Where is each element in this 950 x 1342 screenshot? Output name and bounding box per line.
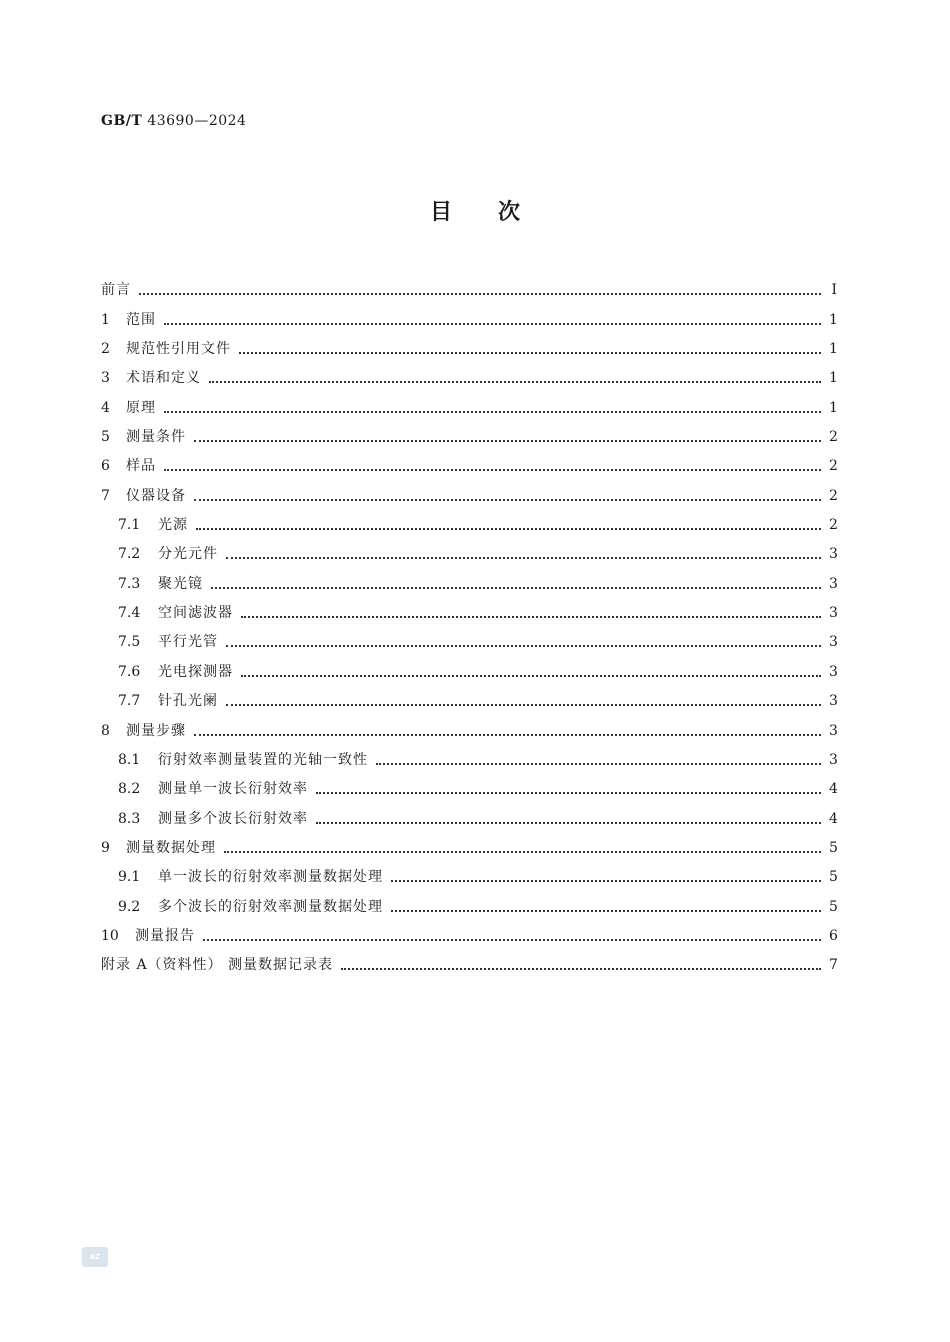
toc-entry[interactable] [101, 945, 837, 974]
toc-entry-page: 3 [829, 663, 838, 680]
toc-entry-page: 7 [829, 957, 838, 974]
toc-entry-page: 3 [829, 751, 838, 768]
toc-entry[interactable] [101, 828, 837, 857]
toc-entry-number: 7.7 [118, 693, 141, 710]
toc-dot-leader [209, 381, 821, 383]
toc-entry[interactable] [101, 886, 837, 915]
toc-entry-page: 5 [829, 869, 838, 886]
toc-entry-number: 1 [101, 311, 110, 328]
toc-entry-page: 3 [829, 575, 838, 592]
toc-entry-page: 1 [829, 399, 838, 416]
toc-entry-label: 术语和定义 [126, 370, 201, 387]
toc-entry-number: 7.3 [118, 575, 141, 592]
toc-dot-leader [211, 587, 821, 589]
toc-entry-label: 聚光镜 [158, 575, 203, 592]
toc-entry-page: 4 [829, 810, 838, 827]
toc-dot-leader [316, 822, 821, 824]
toc-entry[interactable] [101, 857, 837, 886]
toc-entry-number: 7 [101, 487, 110, 504]
toc-entry[interactable] [101, 651, 837, 680]
toc-entry-label: 多个波长的衍射效率测量数据处理 [158, 898, 383, 915]
toc-entry-page: 2 [829, 517, 838, 534]
toc-entry-page: Ⅰ [831, 282, 837, 299]
toc-dot-leader [376, 763, 821, 765]
toc-entry-number: 7.4 [118, 605, 141, 622]
toc-entry-number: 8.2 [118, 781, 141, 798]
toc-entry-page: 1 [829, 311, 838, 328]
publisher-logo: BZ [82, 1247, 108, 1267]
toc-dot-leader [164, 411, 821, 413]
toc-dot-leader [203, 939, 821, 941]
toc-entry-label: 测量数据处理 [126, 839, 216, 856]
toc-dot-leader [226, 704, 821, 706]
toc-entry[interactable] [101, 475, 837, 504]
toc-entry[interactable] [101, 446, 837, 475]
toc-entry[interactable] [101, 358, 837, 387]
toc-dot-leader [391, 880, 821, 882]
toc-dot-leader [194, 440, 821, 442]
toc-entry-label: 光源 [158, 517, 188, 534]
toc-entry[interactable] [101, 710, 837, 739]
toc-dot-leader [224, 851, 821, 853]
toc-entry-page: 2 [829, 458, 838, 475]
toc-entry-label: 针孔光阑 [158, 693, 218, 710]
toc-entry[interactable] [101, 798, 837, 827]
toc-entry-page: 2 [829, 487, 838, 504]
standard-code-prefix: GB/T [101, 113, 143, 129]
toc-dot-leader [239, 352, 821, 354]
toc-entry-page: 4 [829, 781, 838, 798]
toc-entry-number: 6 [101, 458, 110, 475]
toc-entry-page: 3 [829, 546, 838, 563]
toc-entry-page: 3 [829, 605, 838, 622]
toc-dot-leader [316, 792, 821, 794]
standard-code-number: 43690—2024 [147, 113, 247, 129]
toc-entry[interactable] [101, 534, 837, 563]
toc-entry-label: 光电探测器 [158, 663, 233, 680]
toc-entry-label: 分光元件 [158, 546, 218, 563]
toc-entry-label: 测量报告 [135, 927, 195, 944]
toc-entry-page: 2 [829, 429, 838, 446]
toc-entry-label: 原理 [126, 399, 156, 416]
toc-entry-number: 8.3 [118, 810, 141, 827]
toc-entry-label: 空间滤波器 [158, 605, 233, 622]
toc-dot-leader [164, 469, 821, 471]
toc-entry[interactable] [101, 622, 837, 651]
toc-entry-number: 2 [101, 341, 110, 358]
toc-dot-leader [241, 675, 821, 677]
toc-entry-label: 仪器设备 [126, 487, 186, 504]
toc-entry-page: 3 [829, 634, 838, 651]
toc-entry[interactable] [101, 740, 837, 769]
toc-entry-number: 3 [101, 370, 110, 387]
toc-entry-label: 测量多个波长衍射效率 [158, 810, 308, 827]
toc-entry[interactable] [101, 505, 837, 534]
standard-code [101, 113, 246, 129]
toc-entry-label: 单一波长的衍射效率测量数据处理 [158, 869, 383, 886]
toc-entry-label: 平行光管 [158, 634, 218, 651]
toc-entry-label: 测量单一波长衍射效率 [158, 781, 308, 798]
toc-entry-label: 规范性引用文件 [126, 341, 231, 358]
toc-entry-label: 样品 [126, 458, 156, 475]
toc-entry-label: 衍射效率测量装置的光轴一致性 [158, 751, 368, 768]
table-of-contents [101, 270, 837, 974]
toc-entry-number: 7.6 [118, 663, 141, 680]
toc-entry-page: 1 [829, 370, 838, 387]
toc-entry-number: 5 [101, 429, 110, 446]
toc-dot-leader [196, 528, 821, 530]
toc-entry-label: 范围 [126, 311, 156, 328]
toc-entry[interactable] [101, 299, 837, 328]
toc-dot-leader [164, 323, 821, 325]
toc-entry-number: 10 [101, 927, 119, 944]
toc-entry-page: 6 [829, 927, 838, 944]
toc-entry[interactable] [101, 387, 837, 416]
toc-entry-page: 1 [829, 341, 838, 358]
toc-entry-label: 测量步骤 [126, 722, 186, 739]
toc-entry-number: 9.1 [118, 869, 141, 886]
toc-entry[interactable] [101, 270, 837, 299]
toc-entry-page: 3 [829, 693, 838, 710]
toc-entry-label: 前言 [101, 282, 131, 299]
toc-entry[interactable] [101, 593, 837, 622]
toc-entry[interactable] [101, 563, 837, 592]
toc-entry[interactable] [101, 417, 837, 446]
toc-entry-number: 7.2 [118, 546, 141, 563]
toc-entry-number: 9 [101, 839, 110, 856]
toc-entry-number: 8 [101, 722, 110, 739]
toc-dot-leader [226, 645, 821, 647]
toc-entry-number: 8.1 [118, 751, 141, 768]
toc-dot-leader [391, 910, 821, 912]
toc-entry-number: 7.5 [118, 634, 141, 651]
toc-dot-leader [226, 557, 821, 559]
toc-entry-page: 5 [829, 898, 838, 915]
toc-entry-number: 9.2 [118, 898, 141, 915]
toc-dot-leader [241, 616, 821, 618]
toc-entry[interactable] [101, 916, 837, 945]
toc-dot-leader [194, 734, 821, 736]
toc-entry-label: 测量条件 [126, 429, 186, 446]
toc-entry-page: 3 [829, 722, 838, 739]
toc-entry[interactable] [101, 329, 837, 358]
toc-title: 目次 [429, 200, 566, 225]
toc-entry-number: 4 [101, 399, 110, 416]
toc-dot-leader [194, 499, 821, 501]
toc-entry-page: 5 [829, 839, 838, 856]
toc-entry[interactable] [101, 769, 837, 798]
toc-entry[interactable] [101, 681, 837, 710]
toc-dot-leader [341, 968, 821, 970]
toc-entry-label: 附录 A（资料性） 测量数据记录表 [101, 957, 334, 974]
toc-entry-number: 7.1 [118, 517, 141, 534]
toc-dot-leader [139, 293, 821, 295]
